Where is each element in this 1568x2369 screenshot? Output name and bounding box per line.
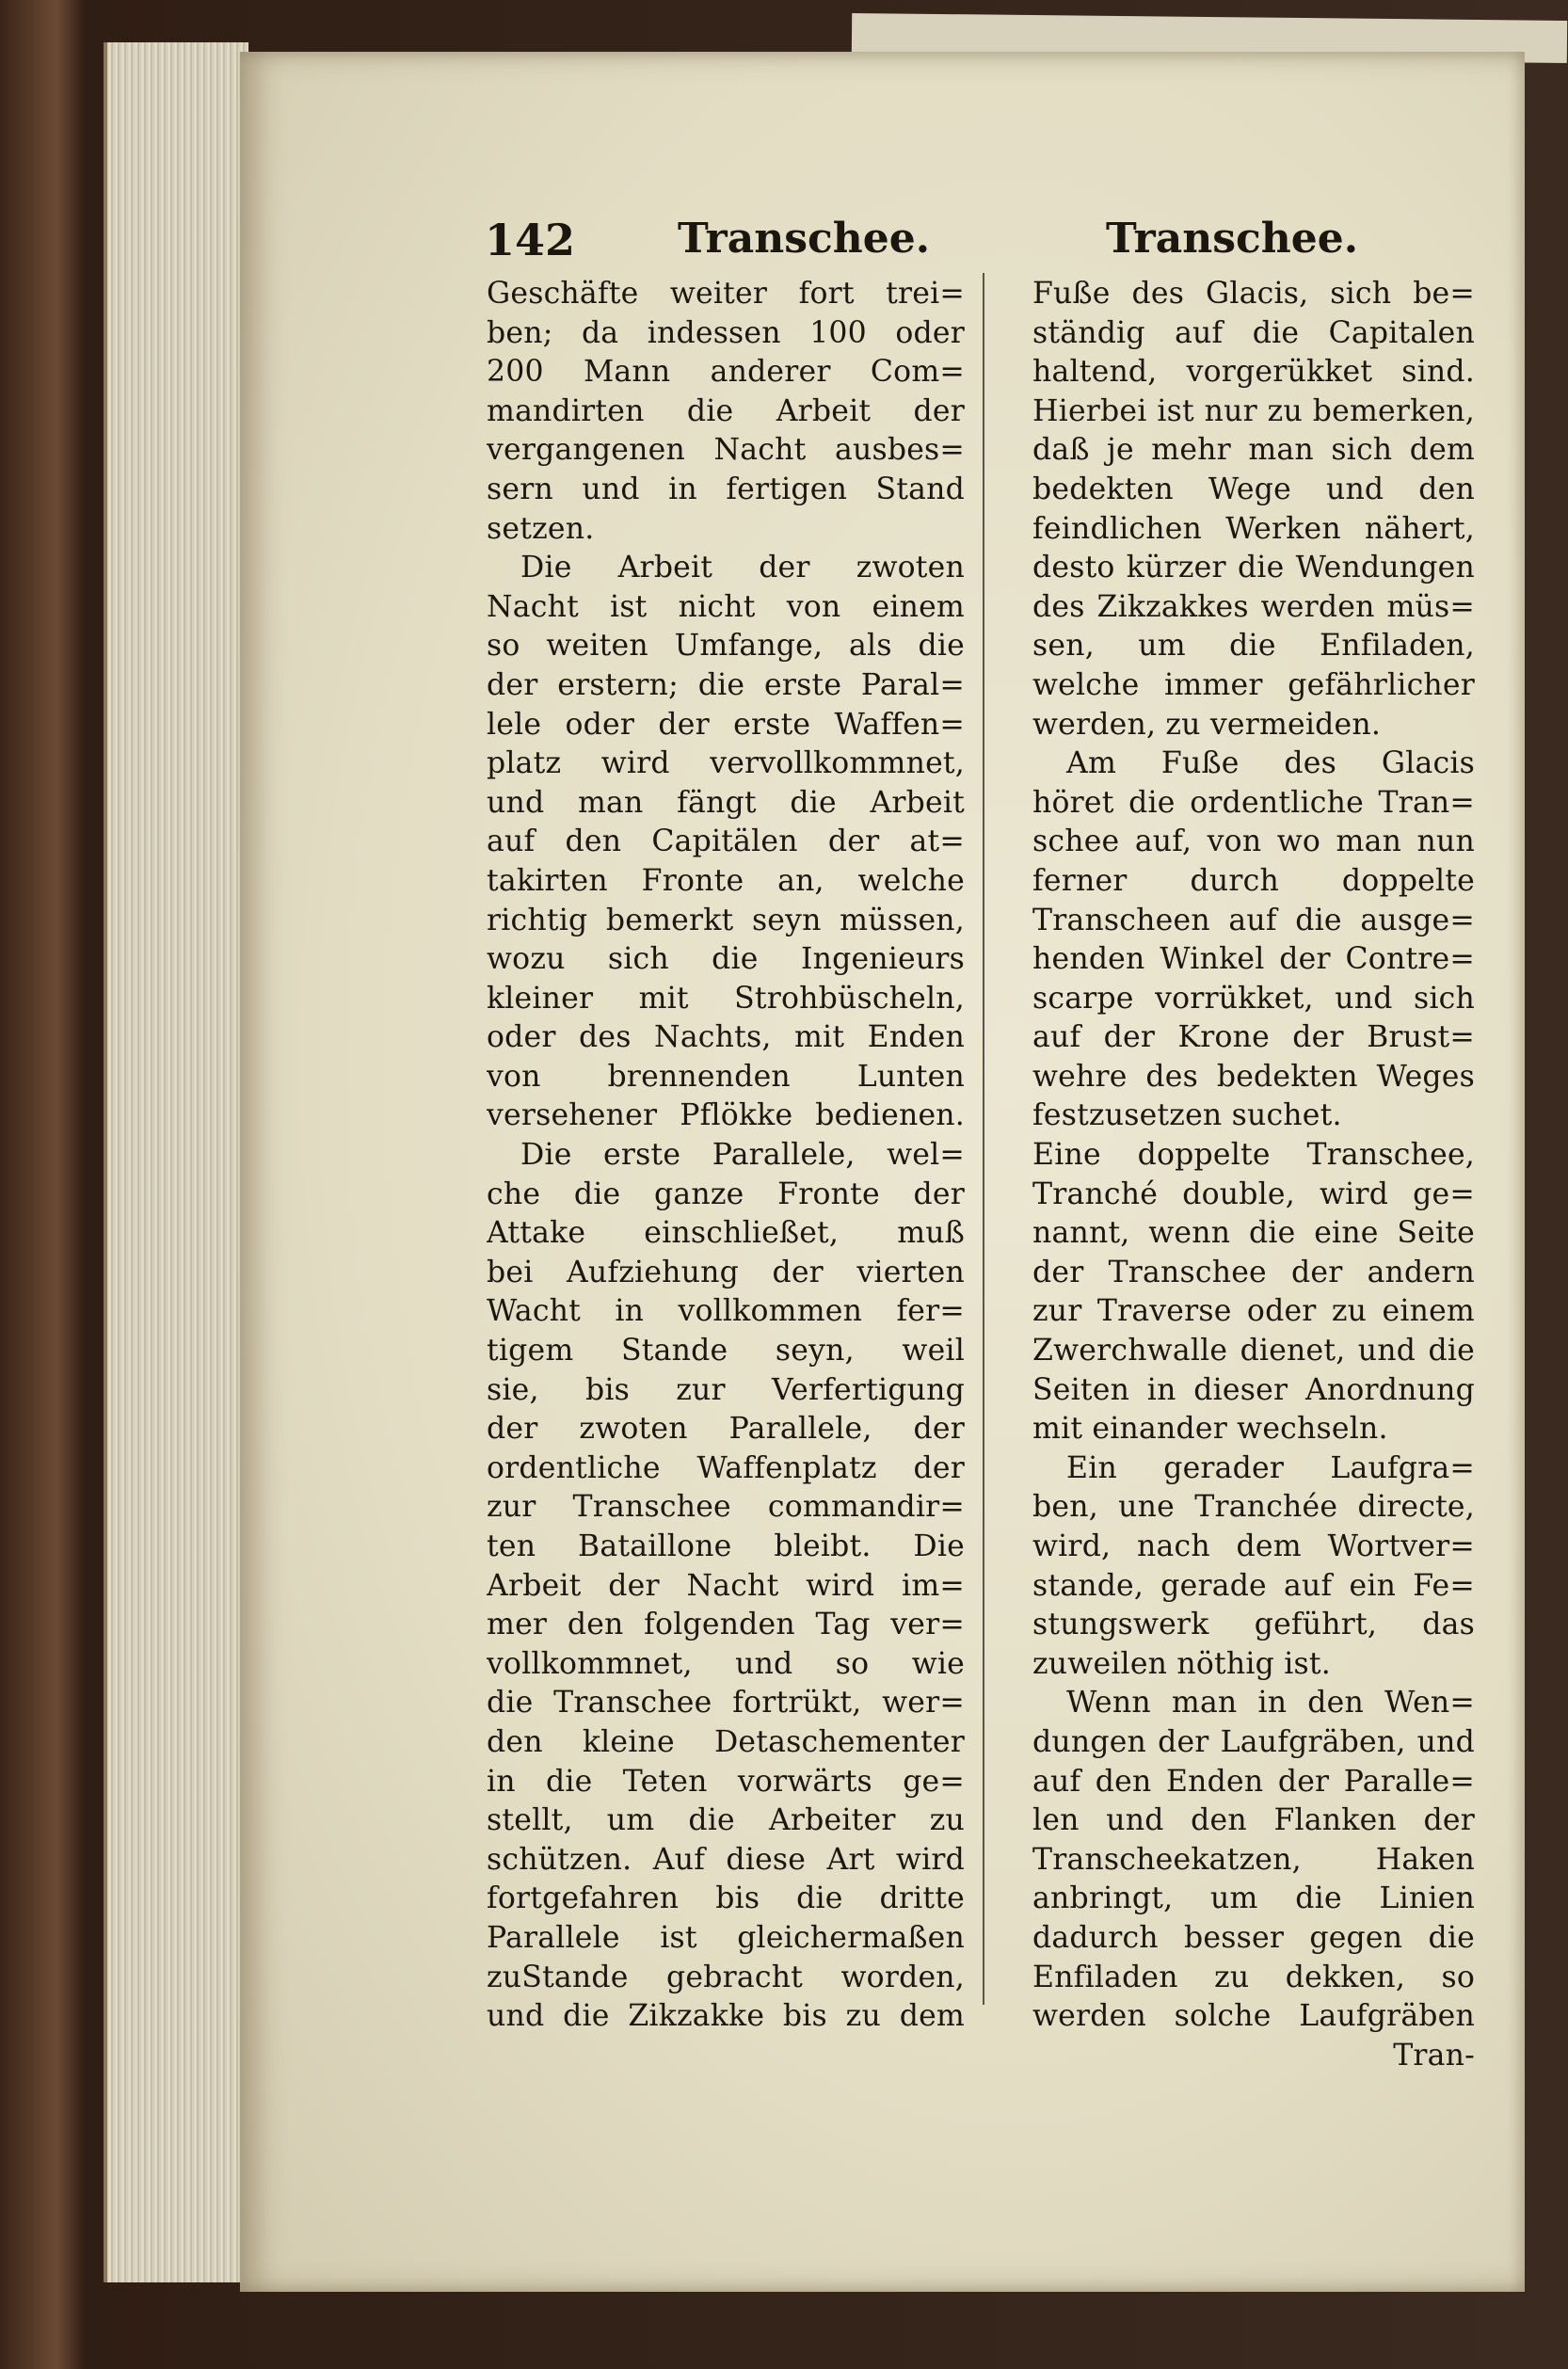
text-line: sern und in fertigen Stand xyxy=(487,472,965,506)
text-line: der erstern; die erste Paral= xyxy=(487,667,965,702)
text-line: ständig auf die Capitalen xyxy=(1032,315,1475,350)
text-line: zuStande gebracht worden, xyxy=(487,1960,965,1994)
text-line: werden solche Laufgräben xyxy=(1032,1999,1475,2034)
text-line: daß je mehr man sich dem xyxy=(1032,433,1475,468)
text-line: auf den Capitälen der at= xyxy=(487,824,965,859)
text-line: schützen. Auf diese Art wird xyxy=(487,1842,965,1877)
text-line: höret die ordentliche Tran= xyxy=(1032,785,1475,820)
text-line: auf der Krone der Brust= xyxy=(1032,1020,1475,1055)
text-line: schee auf, von wo man nun xyxy=(1032,824,1475,859)
text-line: len und den Flanken der xyxy=(1032,1803,1475,1838)
text-line: feindlichen Werken nähert, xyxy=(1032,511,1475,546)
text-line: ben, une Tranchée directe, xyxy=(1032,1490,1475,1525)
column-divider xyxy=(983,273,984,2005)
text-line: platz wird vervollkommnet, xyxy=(487,746,965,781)
text-line: Fuße des Glacis, sich be= xyxy=(1032,277,1475,311)
text-line: und die Zikzakke bis zu dem xyxy=(487,1999,965,2034)
text-line: Hierbei ist nur zu bemerken, xyxy=(1032,393,1475,428)
text-line: Wenn man in den Wen= xyxy=(1066,1686,1475,1721)
text-line: fortgefahren bis die dritte xyxy=(487,1881,965,1916)
text-line: dadurch besser gegen die xyxy=(1032,1920,1475,1955)
text-line: Die erste Parallele, wel= xyxy=(520,1138,965,1173)
text-line: richtig bemerkt seyn müssen, xyxy=(487,903,965,937)
text-line: ten Bataillone bleibt. Die xyxy=(487,1529,965,1563)
text-line: Am Fuße des Glacis xyxy=(1066,746,1475,781)
text-line: ordentliche Waffenplatz der xyxy=(487,1450,965,1485)
text-line: zur Transchee commandir= xyxy=(487,1490,965,1525)
text-line: Transcheekatzen, Haken xyxy=(1032,1842,1475,1877)
text-line: Enfiladen zu dekken, so xyxy=(1032,1960,1475,1994)
text-line: wozu sich die Ingenieurs xyxy=(487,942,965,977)
text-line: zur Traverse oder zu einem xyxy=(1032,1294,1475,1329)
text-line: mit einander wechseln. xyxy=(1032,1412,1388,1447)
text-line: sie, bis zur Verfertigung xyxy=(487,1372,965,1407)
text-line: bei Aufziehung der vierten xyxy=(487,1255,965,1289)
text-line: anbringt, um die Linien xyxy=(1032,1881,1475,1916)
text-line: nannt, wenn die eine Seite xyxy=(1032,1216,1475,1251)
text-line: scarpe vorrükket, und sich xyxy=(1032,981,1475,1016)
text-line: den kleine Detaschementer xyxy=(487,1724,965,1759)
text-line: in die Teten vorwärts ge= xyxy=(487,1764,965,1799)
page-number: 142 xyxy=(485,215,576,265)
text-line: zuweilen nöthig ist. xyxy=(1032,1646,1331,1681)
text-line: mandirten die Arbeit der xyxy=(487,393,965,428)
text-line: welche immer gefährlicher xyxy=(1032,667,1475,702)
text-line: die Transchee fortrükt, wer= xyxy=(487,1686,965,1721)
catchword: Tran- xyxy=(1393,2038,1475,2073)
text-line: haltend, vorgerükket sind. xyxy=(1032,355,1475,390)
text-line: 200 Mann anderer Com= xyxy=(487,355,965,390)
text-line: ben; da indessen 100 oder xyxy=(487,315,965,350)
text-line: Die Arbeit der zwoten xyxy=(520,551,965,585)
text-line: Ein gerader Laufgra= xyxy=(1066,1450,1475,1485)
text-line: werden, zu vermeiden. xyxy=(1032,707,1382,742)
page-stack-edge xyxy=(104,42,248,2282)
text-line: versehener Pflökke bedienen. xyxy=(487,1098,965,1133)
text-line: auf den Enden der Paralle= xyxy=(1032,1764,1475,1799)
text-line: lele oder der erste Waffen= xyxy=(487,707,965,742)
text-line: der zwoten Parallele, der xyxy=(487,1412,965,1447)
left-running-title: Transchee. xyxy=(678,215,931,263)
text-line: mer den folgenden Tag ver= xyxy=(487,1608,965,1642)
right-running-title: Transchee. xyxy=(1106,215,1359,263)
text-line: takirten Fronte an, welche xyxy=(487,863,965,898)
text-line: wehre des bedekten Weges xyxy=(1032,1059,1475,1094)
text-line: festzusetzen suchet. xyxy=(1032,1098,1342,1133)
text-line: Wacht in vollkommen fer= xyxy=(487,1294,965,1329)
text-line: che die ganze Fronte der xyxy=(487,1176,965,1211)
text-line: der Transchee der andern xyxy=(1032,1255,1475,1289)
text-line: wird, nach dem Wortver= xyxy=(1032,1529,1475,1563)
text-line: Nacht ist nicht von einem xyxy=(487,589,965,624)
text-line: stellt, um die Arbeiter zu xyxy=(487,1803,965,1838)
text-line: Zwerchwalle dienet, und die xyxy=(1032,1334,1475,1369)
text-line: Geschäfte weiter fort trei= xyxy=(487,277,965,311)
text-line: setzen. xyxy=(487,511,595,546)
text-line: und man fängt die Arbeit xyxy=(487,785,965,820)
right-text-column xyxy=(1032,275,1475,2075)
text-line: Parallele ist gleichermaßen xyxy=(487,1920,965,1955)
text-line: Arbeit der Nacht wird im= xyxy=(487,1568,965,1603)
text-line: vergangenen Nacht ausbes= xyxy=(487,433,965,468)
text-line: kleiner mit Strohbüscheln, xyxy=(487,981,965,1016)
text-line: sen, um die Enfiladen, xyxy=(1032,629,1475,664)
text-line: dungen der Laufgräben, und xyxy=(1032,1724,1475,1759)
text-line: stungswerk geführt, das xyxy=(1032,1608,1475,1642)
left-text-column xyxy=(487,275,965,2037)
running-header xyxy=(0,215,1568,271)
text-line: so weiten Umfange, als die xyxy=(487,629,965,664)
text-line: desto kürzer die Wendungen xyxy=(1032,551,1475,585)
text-line: Tranché double, wird ge= xyxy=(1032,1176,1475,1211)
text-line: ferner durch doppelte xyxy=(1032,863,1475,898)
text-line: henden Winkel der Contre= xyxy=(1032,942,1475,977)
text-line: von brennenden Lunten xyxy=(487,1059,965,1094)
text-line: tigem Stande seyn, weil xyxy=(487,1334,965,1369)
text-line: vollkommnet, und so wie xyxy=(487,1646,965,1681)
text-line: des Zikzakkes werden müs= xyxy=(1032,589,1475,624)
text-line: oder des Nachts, mit Enden xyxy=(487,1020,965,1055)
text-line: Seiten in dieser Anordnung xyxy=(1032,1372,1475,1407)
text-line: stande, gerade auf ein Fe= xyxy=(1032,1568,1475,1603)
text-line: Eine doppelte Transchee, xyxy=(1032,1138,1475,1173)
text-line: Attake einschließet, muß xyxy=(487,1216,965,1251)
text-line: Transcheen auf die ausge= xyxy=(1032,903,1475,937)
text-line: bedekten Wege und den xyxy=(1032,472,1475,506)
